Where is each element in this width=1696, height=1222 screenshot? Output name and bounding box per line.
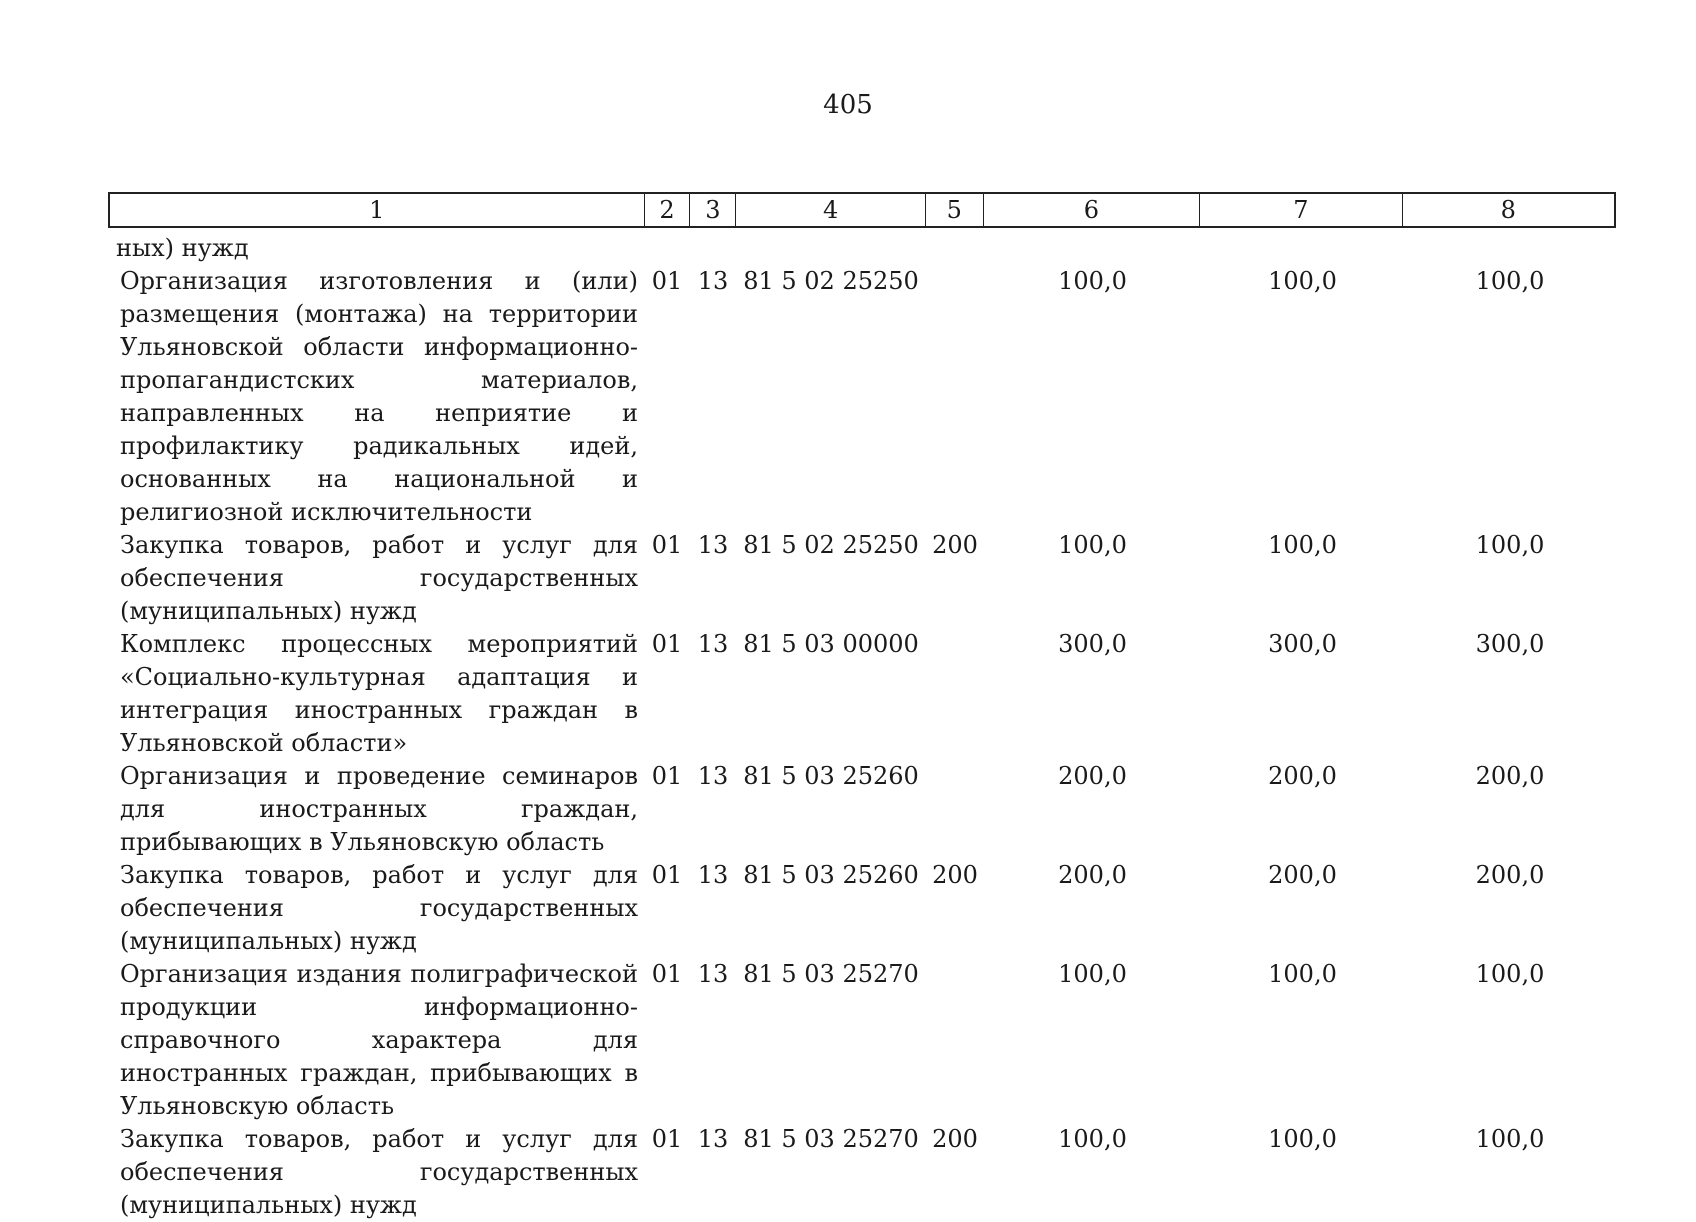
row-expense-type: 200 (932, 1125, 978, 1153)
row-expense-type (926, 760, 984, 859)
header-col-1: 1 (110, 194, 645, 226)
row-amount-7: 300,0 (1268, 630, 1337, 658)
table-row (108, 529, 1616, 628)
row-name: Комплекс процессных мероприятий «Социально-культурная адаптация и интеграция иностранных граждан в Ульяновской области» (120, 630, 638, 757)
header-col-2: 2 (645, 194, 691, 226)
row-amount-7: 100,0 (1268, 267, 1337, 295)
row-amount-6: 100,0 (1058, 960, 1127, 988)
row-amount-7 (1201, 232, 1404, 265)
row-amount-7: 100,0 (1268, 960, 1337, 988)
row-subsection: 13 (697, 531, 729, 559)
table-row (108, 859, 1616, 958)
header-col-4: 4 (736, 194, 926, 226)
row-target-code (736, 232, 926, 265)
row-target-code: 81 5 03 25260 (743, 762, 919, 790)
row-amount-8: 100,0 (1475, 1125, 1545, 1153)
row-amount-6: 200,0 (1058, 861, 1127, 889)
row-target-code: 81 5 03 25260 (743, 861, 919, 889)
row-amount-6: 300,0 (1058, 630, 1127, 658)
row-amount-8: 100,0 (1475, 267, 1545, 295)
header-col-3: 3 (690, 194, 736, 226)
row-name: Закупка товаров, работ и услуг для обеспечения государственных (муниципальных) нужд (120, 1125, 638, 1219)
row-expense-type (926, 265, 984, 529)
row-section: 01 (651, 1125, 683, 1153)
row-subsection: 13 (697, 762, 729, 790)
header-col-5: 5 (926, 194, 984, 226)
row-amount-7: 100,0 (1268, 531, 1337, 559)
page-number: 405 (823, 90, 873, 120)
row-amount-7: 200,0 (1268, 861, 1337, 889)
header-col-7: 7 (1200, 194, 1402, 226)
row-amount-8: 200,0 (1475, 762, 1545, 790)
row-amount-8: 100,0 (1475, 531, 1545, 559)
row-name: Организация и проведение семинаров для иностранных граждан, прибывающих в Ульяновскую область (120, 762, 638, 856)
table-header (108, 192, 1616, 228)
row-name: Организация издания полиграфической продукции информационно-справочного характера для иностранных граждан, прибывающих в Ульяновскую область (120, 960, 638, 1120)
row-expense-type: 200 (932, 861, 978, 889)
row-amount-6: 100,0 (1058, 267, 1127, 295)
table-row (108, 232, 1616, 265)
row-section: 01 (651, 531, 683, 559)
row-amount-7: 100,0 (1268, 1125, 1337, 1153)
row-section: 01 (651, 960, 683, 988)
row-amount-6 (984, 232, 1201, 265)
row-section: 01 (651, 267, 683, 295)
header-col-8: 8 (1500, 196, 1516, 224)
row-section (644, 232, 690, 265)
row-amount-8: 300,0 (1475, 630, 1545, 658)
row-target-code: 81 5 03 25270 (743, 960, 919, 988)
row-amount-8: 200,0 (1475, 861, 1545, 889)
row-section: 01 (651, 861, 683, 889)
row-name: Организация изготовления и (или) размещения (монтажа) на территории Ульяновской области информационно-пропагандистских материалов, направленных на неприятие и профилактику радикальных идей, основанных на национальной и религиозной исключительности (120, 267, 638, 526)
table-row (108, 265, 1616, 529)
row-name: Закупка товаров, работ и услуг для обеспечения государственных (муниципальных) нужд (120, 531, 638, 625)
row-expense-type: 200 (932, 531, 978, 559)
row-subsection: 13 (697, 630, 729, 658)
row-amount-8 (1404, 232, 1616, 265)
table-row (108, 760, 1616, 859)
table-row (108, 958, 1616, 1123)
row-subsection: 13 (697, 960, 729, 988)
row-section: 01 (651, 630, 683, 658)
row-target-code: 81 5 02 25250 (743, 267, 919, 295)
row-section: 01 (651, 762, 683, 790)
table-body (108, 232, 1616, 1222)
row-subsection: 13 (697, 1125, 729, 1153)
row-target-code: 81 5 03 25270 (743, 1125, 919, 1153)
row-amount-8: 100,0 (1475, 960, 1545, 988)
row-amount-6: 100,0 (1058, 1125, 1127, 1153)
row-subsection: 13 (697, 861, 729, 889)
row-subsection: 13 (697, 267, 729, 295)
row-amount-6: 200,0 (1058, 762, 1127, 790)
table-row (108, 628, 1616, 760)
row-expense-type (926, 958, 984, 1123)
row-amount-7: 200,0 (1268, 762, 1337, 790)
row-name: Закупка товаров, работ и услуг для обеспечения государственных (муниципальных) нужд (120, 861, 638, 955)
row-target-code: 81 5 03 00000 (743, 630, 919, 658)
row-expense-type (926, 232, 984, 265)
row-name: ных) нужд (116, 234, 249, 262)
row-amount-6: 100,0 (1058, 531, 1127, 559)
header-col-6: 6 (984, 194, 1200, 226)
row-expense-type (926, 628, 984, 760)
row-subsection (690, 232, 736, 265)
table-row (108, 1123, 1616, 1222)
row-target-code: 81 5 02 25250 (743, 531, 919, 559)
